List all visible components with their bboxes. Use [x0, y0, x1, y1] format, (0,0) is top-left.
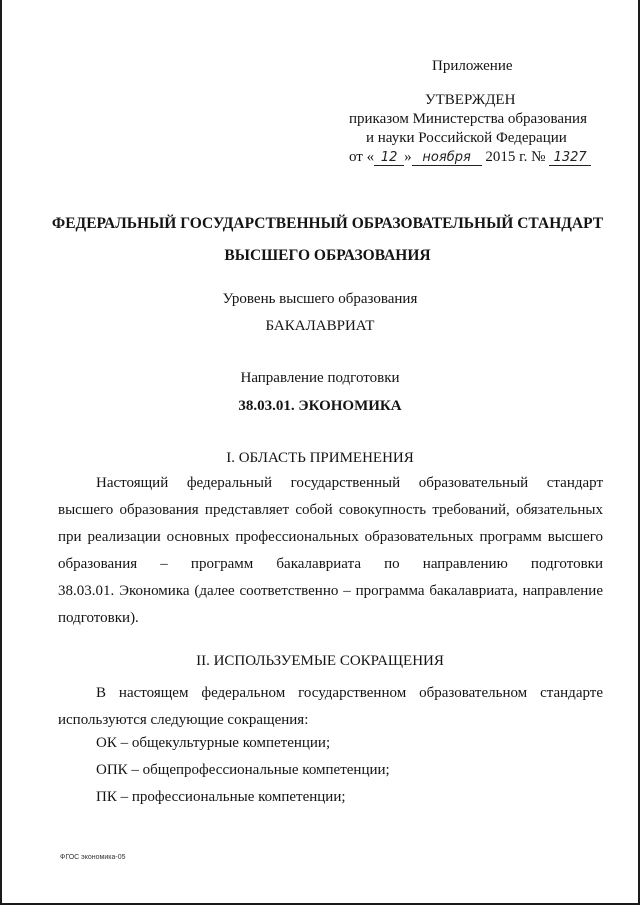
section-1-paragraph: [58, 470, 603, 632]
order-number: 1327: [549, 150, 591, 166]
section-2-paragraph: [58, 680, 603, 734]
abbreviation-item: ПК – профессиональные компетенции;: [96, 789, 346, 805]
paragraph-line: В настоящем федеральном государственном образовательном стандарте: [96, 685, 603, 701]
approved-label: УТВЕРЖДЕН: [425, 92, 516, 108]
order-line-1: приказом Министерства образования: [349, 111, 587, 127]
paragraph-line: 38.03.01. Экономика (далее соответственно – программа бакалавриата, направление: [58, 583, 603, 599]
date-month: ноября: [412, 150, 482, 166]
appendix-label: Приложение: [432, 58, 513, 74]
date-year: 2015 г. №: [485, 149, 546, 165]
date-day: 12: [374, 150, 404, 166]
date-prefix: от «: [349, 149, 375, 165]
direction-value: 38.03.01. ЭКОНОМИКА: [238, 398, 402, 414]
order-date-line: [349, 149, 591, 166]
title-line-1: ФЕДЕРАЛЬНЫЙ ГОСУДАРСТВЕННЫЙ ОБРАЗОВАТЕЛЬНЫЙ СТАНДАРТ: [51, 215, 604, 232]
paragraph-line: подготовки).: [58, 610, 139, 626]
paragraph-line: при реализации основных профессиональных образовательных программ высшего: [58, 529, 603, 545]
title-line-2: ВЫСШЕГО ОБРАЗОВАНИЯ: [224, 247, 431, 264]
footer-code: ФГОС экономика-05: [60, 854, 126, 861]
level-label: Уровень высшего образования: [222, 291, 418, 307]
section-1-heading: I. ОБЛАСТЬ ПРИМЕНЕНИЯ: [226, 450, 414, 466]
abbreviation-item: ОК – общекультурные компетенции;: [96, 735, 331, 751]
date-mid: »: [404, 149, 412, 165]
document-title: [40, 208, 615, 272]
order-line-2: и науки Российской Федерации: [366, 130, 567, 146]
section-2-heading: II. ИСПОЛЬЗУЕМЫЕ СОКРАЩЕНИЯ: [196, 653, 444, 669]
abbreviation-item: ОПК – общепрофессиональные компетенции;: [96, 762, 390, 778]
paragraph-line: образования – программ бакалавриата по направлению подготовки: [58, 556, 603, 572]
level-value: БАКАЛАВРИАТ: [265, 318, 375, 334]
paragraph-line: Настоящий федеральный государственный образовательный стандарт: [96, 475, 603, 491]
paragraph-line: высшего образования представляет собой совокупность требований, обязательных: [58, 502, 603, 518]
direction-label: Направление подготовки: [240, 370, 400, 386]
paragraph-line: используются следующие сокращения:: [58, 712, 309, 728]
